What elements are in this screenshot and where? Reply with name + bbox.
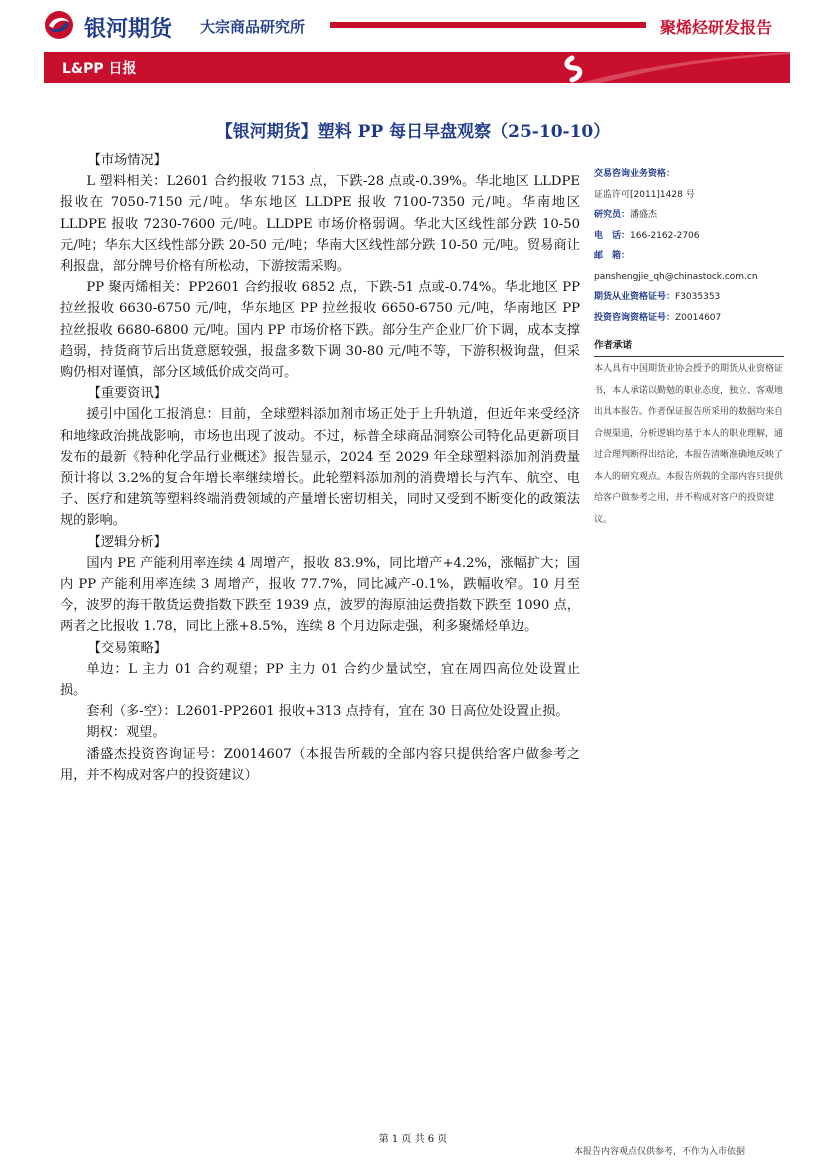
paragraph: 单边：L 主力 01 合约观望；PP 主力 01 合约少量试空，宜在周四高位处设置止损。 bbox=[60, 661, 580, 699]
paragraph: 援引中国化工报消息：目前，全球塑料添加剂市场正处于上升轨道，但近年来受经济和地缘政治挑战影响，市场也出现了波动。不过，标普全球商品洞察公司特化品更新项目发布的最新《特种化学品行业概述》报告显示，2024 至 2029 年全球塑料添加剂消费量预计将以 3.2%的复合年增长率继续增长。此轮塑料添加剂的消费增长与汽车、航空、电子、医疗和建筑等塑料终端消费领域的产量增长密切相关，同时又受到不断变化的政策法规的影响。 bbox=[60, 407, 580, 529]
paragraph: L 塑料相关：L2601 合约报收 7153 点，下跌-28 点或-0.39%。华北地区 LLDPE 报收在 7050-7150 元/吨。华东地区 LLDPE 报收 7100-7350 元/吨。华南地区 LLDPE 报收 7230-7600 元/吨。LLDPE 市场价格弱调。华北大区线性部分跌 10-50 元/吨；华东大区线性部分跌 20-50 元/吨；华南大区线性部分跌 10-50 元/吨。贸易商让利报盘，部分牌号价格有所松动，下游按需采购。 bbox=[60, 174, 580, 275]
paragraph: PP 聚丙烯相关：PP2601 合约报收 6852 点，下跌-51 点或-0.74%。华北地区 PP 拉丝报收 6630-6750 元/吨，华东地区 PP 拉丝报收 6650-6750 元/吨，华南地区 PP 拉丝报收 6680-6800 元/吨。国内 PP 市场价格下跌。部分生产企业厂价下调，成本支撑趋弱，持货商节后出货意愿较强，报盘多数下调 30-80 元/吨不等，下游积极询盘，但采购仍相对谨慎，部分区域低价成交尚可。 bbox=[60, 280, 580, 381]
swoosh-decoration-icon bbox=[560, 52, 790, 83]
section-heading: 【重要资讯】 bbox=[87, 386, 167, 402]
institute-name: 大宗商品研究所 bbox=[200, 18, 306, 36]
promise-text: 本人具有中国期货业协会授予的期货从业资格证书，本人承诺以勤勉的职业态度，独立、客观地出具本报告。作者保证报告所采用的数据均来自合规渠道，分析逻辑均基于本人的职业理解，通过合理判断得出结论，本报告清晰准确地反映了本人的研究观点。本报告所载的全部内容只提供给客户做参考之用，并不构成对客户的投资建议。 bbox=[594, 364, 784, 525]
futures-cert-line bbox=[594, 287, 784, 308]
consult-cert-line bbox=[594, 308, 784, 329]
promise-divider bbox=[594, 356, 784, 357]
futures-cert-label: 期货从业资格证号： bbox=[594, 292, 676, 302]
section-strategy bbox=[60, 638, 580, 786]
paragraph: 国内 PE 产能利用率连续 4 周增产，报收 83.9%，同比增产+4.2%，涨幅扩大；国内 PP 产能利用率连续 3 周增产，报收 77.7%，同比减产-0.1%，跌幅收窄。10 月至今，波罗的海干散货运费指数下跌至 1939 点，波罗的海原油运费指数下跌至 1090 点，两者之比报收 1.78，同比上涨+8.5%，连续 8 个月边际走强，利多聚烯烃单边。 bbox=[60, 555, 580, 635]
paragraph: 潘盛杰投资咨询证号：Z0014607（本报告所载的全部内容只提供给客户做参考之用，并不构成对客户的投资建议） bbox=[60, 746, 580, 783]
brand-name: 银河期货 bbox=[84, 17, 173, 42]
section-heading: 【逻辑分析】 bbox=[87, 534, 167, 550]
qualification-line bbox=[594, 164, 784, 185]
banner-label: L&PP 日报 bbox=[62, 61, 137, 77]
phone-label: 电 话： bbox=[594, 230, 631, 241]
phone-number: 166-2162-2706 bbox=[630, 230, 700, 241]
consult-cert-label: 投资咨询资格证号： bbox=[594, 312, 676, 323]
footer-disclaimer: 本报告内容观点仅供参考，不作为入市依据 bbox=[574, 1147, 746, 1157]
header-rule bbox=[330, 22, 646, 28]
license-number: 证监许可[2011]1428 号 bbox=[594, 189, 695, 200]
paragraph: 套利（多-空）：L2601-PP2601 报收+313 点持有，宜在 30 日高位处设置止损。 bbox=[86, 704, 569, 720]
section-market bbox=[60, 150, 580, 383]
main-content bbox=[60, 150, 580, 786]
author-sidebar bbox=[594, 164, 784, 531]
consult-cert-number: Z0014607 bbox=[675, 312, 722, 323]
researcher-label: 研究员： bbox=[594, 210, 631, 220]
galaxy-swirl-icon bbox=[44, 10, 74, 40]
section-logic bbox=[60, 532, 580, 638]
page-number: 第 1 页 共 6 页 bbox=[378, 1134, 448, 1145]
phone-line bbox=[594, 226, 784, 247]
document-title: 【银河期货】塑料 PP 每日早盘观察（25-10-10） bbox=[215, 122, 611, 142]
futures-cert-number: F3035353 bbox=[675, 292, 721, 302]
qualification-label: 交易咨询业务资格： bbox=[594, 169, 676, 179]
section-news bbox=[60, 383, 580, 531]
researcher-name: 潘盛杰 bbox=[630, 210, 658, 220]
email-label: 邮 箱： bbox=[594, 251, 631, 261]
section-heading: 【市场情况】 bbox=[87, 153, 167, 168]
email-address[interactable]: panshengjie_qh@chinastock.com.cn bbox=[594, 271, 758, 282]
researcher-line bbox=[594, 205, 784, 226]
promise-heading: 作者承诺 bbox=[594, 340, 633, 351]
report-type: 聚烯烃研发报告 bbox=[660, 18, 773, 37]
email-line bbox=[594, 246, 784, 267]
section-heading: 【交易策略】 bbox=[87, 640, 167, 656]
paragraph: 期权：观望。 bbox=[86, 725, 166, 741]
